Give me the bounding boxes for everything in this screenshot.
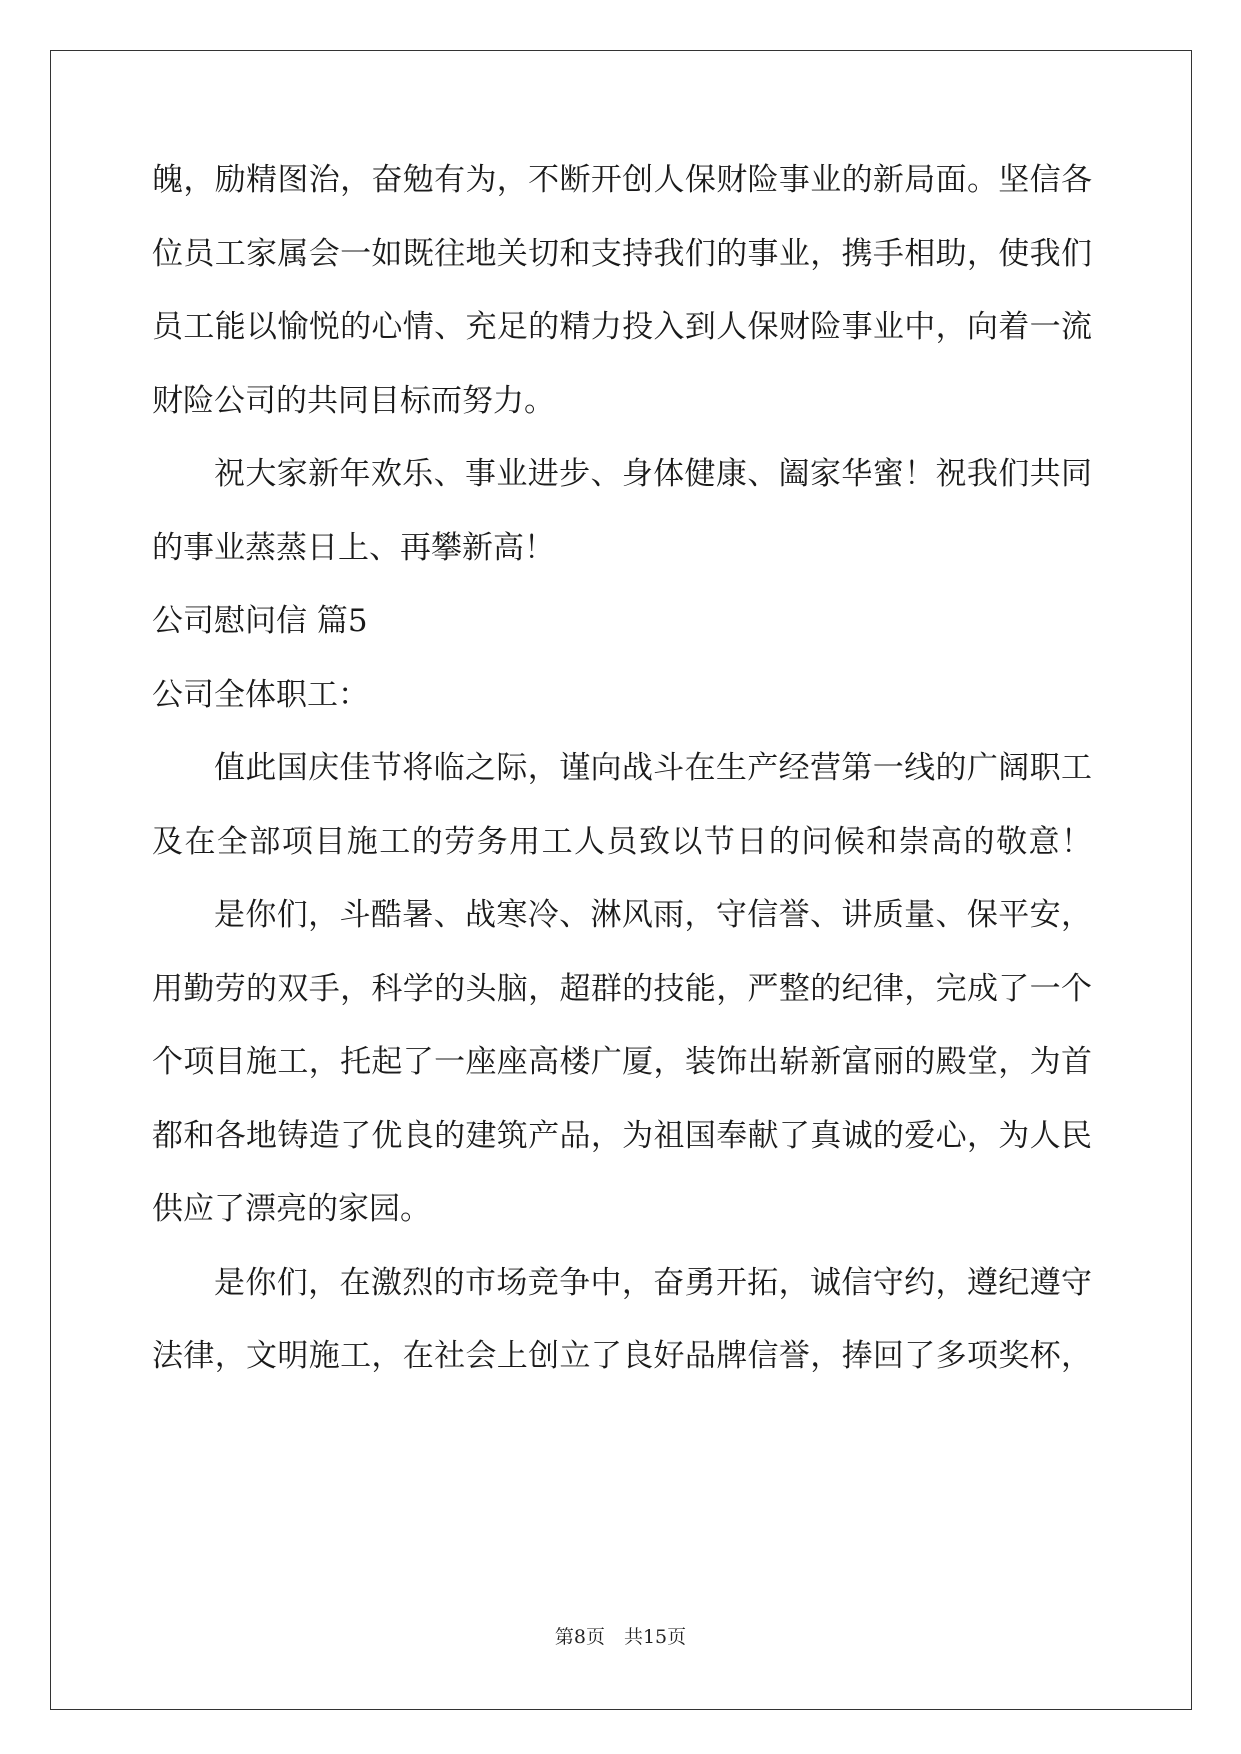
text-line: 魄，励精图治，奋勉有为，不断开创人保财险事业的新局面。坚信各 bbox=[152, 162, 1092, 198]
text-line: 法律，文明施工，在社会上创立了良好品牌信誉，捧回了多项奖杯， bbox=[152, 1338, 1092, 1374]
text-line: 员工能以愉悦的心情、充足的精力投入到人保财险事业中，向着一流 bbox=[152, 309, 1092, 345]
text-line: 都和各地铸造了优良的建筑产品，为祖国奉献了真诚的爱心，为人民 bbox=[152, 1117, 1092, 1154]
text-line: 是你们，斗酷暑、战寒冷、淋风雨，守信誉、讲质量、保平安， bbox=[214, 897, 1092, 933]
text-line: 是你们，在激烈的市场竞争中，奋勇开拓，诚信守约，遵纪遵守 bbox=[214, 1264, 1092, 1301]
text-line: 值此国庆佳节将临之际，谨向战斗在生产经营第一线的广阔职工 bbox=[214, 750, 1092, 786]
text-line: 供应了漂亮的家园。 bbox=[152, 1191, 431, 1227]
text-line: 个项目施工，托起了一座座高楼广厦，装饰出崭新富丽的殿堂，为首 bbox=[152, 1044, 1092, 1080]
text-line: 位员工家属会一如既往地关切和支持我们的事业，携手相助，使我们 bbox=[152, 235, 1092, 272]
text-line: 的事业蒸蒸日上、再攀新高！ bbox=[152, 529, 555, 566]
text-line: 公司全体职工： bbox=[152, 676, 369, 713]
text-line: 公司慰问信 篇5 bbox=[152, 603, 368, 639]
text-line: 财险公司的共同目标而努力。 bbox=[152, 382, 555, 419]
text-line: 用勤劳的双手，科学的头脑，超群的技能，严整的纪律，完成了一个 bbox=[152, 970, 1092, 1007]
page-footer: 第8页 共15页 bbox=[554, 1626, 687, 1648]
text-line: 及在全部项目施工的劳务用工人员致以节日的问候和崇高的敬意！ bbox=[152, 823, 1092, 860]
text-line: 祝大家新年欢乐、事业进步、身体健康、阖家华蜜！祝我们共同 bbox=[214, 456, 1092, 492]
page-border bbox=[50, 50, 1192, 1710]
